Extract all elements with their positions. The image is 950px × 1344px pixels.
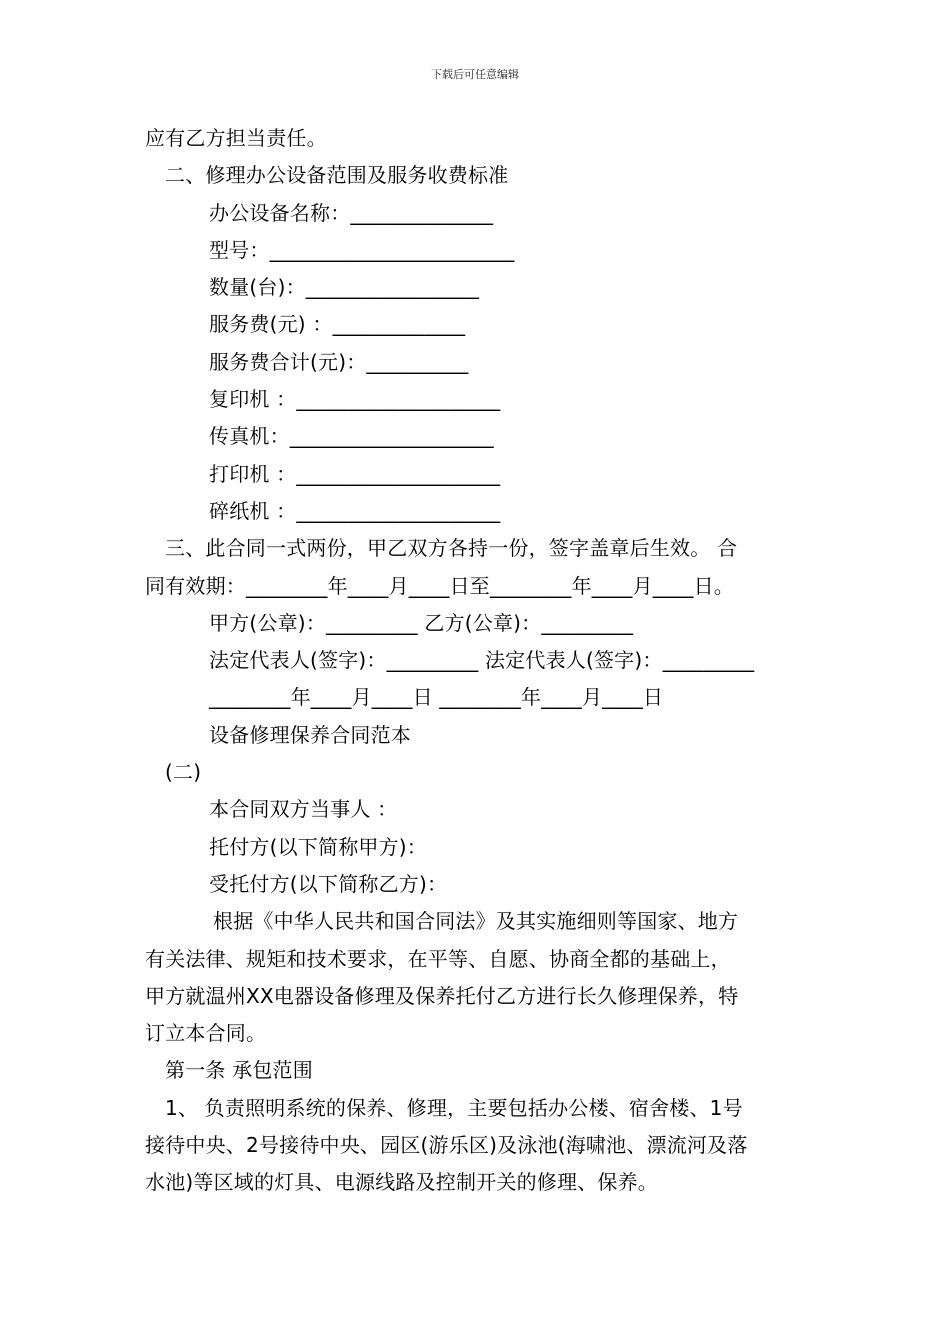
section-heading: 三、此合同一式两份，甲乙双方各持一份，签字盖章后生效。 合 xyxy=(165,536,738,561)
paragraph-line: 水池)等区域的灯具、电源线路及控制开关的修理、保养。 xyxy=(145,1170,659,1195)
text-line: 托付方(以下简称甲方)： xyxy=(209,834,428,859)
paragraph-line: 接待中央、2号接待中央、园区(游乐区)及泳池(海啸池、漂流河及落 xyxy=(145,1133,748,1158)
form-field-service-fee: 服务费(元) ：_____________ xyxy=(209,312,466,337)
text-line: 受托付方(以下简称乙方)： xyxy=(209,871,448,896)
paragraph-line: 1、 负责照明系统的保养、修理，主要包括办公楼、宿舍楼、1号 xyxy=(165,1095,743,1120)
text-line: 应有乙方担当责任。 xyxy=(145,126,327,150)
document-subtitle: 设备修理保养合同范本 xyxy=(209,722,411,747)
article-heading: 第一条 承包范围 xyxy=(165,1058,313,1083)
paragraph-line: 有关法律、规矩和技术要求，在平等、自愿、协商全都的基础上， xyxy=(145,946,731,971)
paragraph-line: 甲方就温州XX电器设备修理及保养托付乙方进行长久修理保养，特 xyxy=(145,983,739,1008)
form-field-fax: 传真机：____________________ xyxy=(209,424,494,449)
date-line: ________年____月____日 ________年____月____日 xyxy=(209,685,664,710)
form-field-copier: 复印机 ：____________________ xyxy=(209,387,501,412)
text-line: 同有效期：________年____月____日至________年____月____日。 xyxy=(145,573,734,598)
form-field-printer: 打印机 ：____________________ xyxy=(209,461,501,486)
form-field-shredder: 碎纸机 ：____________________ xyxy=(209,498,501,523)
document-body xyxy=(145,120,810,1202)
section-heading: 二、修理办公设备范围及服务收费标准 xyxy=(165,163,509,188)
paragraph-line: 订立本合同。 xyxy=(145,1021,267,1046)
page-header: 下载后可任意编辑 xyxy=(431,68,519,81)
form-field-service-fee-total: 服务费合计(元)：__________ xyxy=(209,349,469,374)
text-line: 本合同双方当事人 ： xyxy=(209,797,398,822)
section-number: (二) xyxy=(165,760,202,785)
signature-line: 甲方(公章)：_________ 乙方(公章)：_________ xyxy=(209,610,634,635)
form-field-quantity: 数量(台)：_________________ xyxy=(209,275,480,300)
paragraph-line: 根据《中华人民共和国合同法》及其实施细则等国家、地方 xyxy=(213,909,739,934)
form-field-equipment-name: 办公设备名称：______________ xyxy=(209,200,494,225)
form-field-model: 型号：________________________ xyxy=(209,237,515,262)
signature-line: 法定代表人(签字)：_________ 法定代表人(签字)：_________ xyxy=(209,648,755,673)
